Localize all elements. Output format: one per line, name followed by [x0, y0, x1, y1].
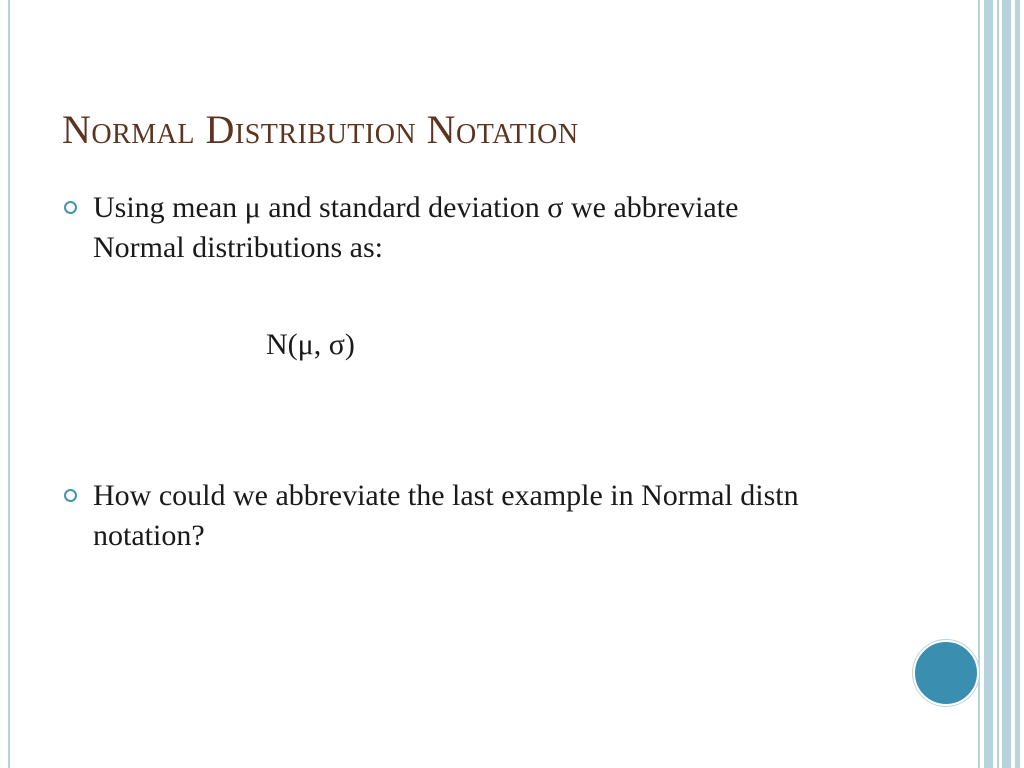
decorative-circle: [913, 640, 979, 706]
bullet-item: [64, 188, 824, 268]
bullet-circle-icon: [64, 489, 77, 502]
bullet-circle-icon: [64, 201, 77, 214]
stripe: [1002, 0, 1011, 768]
stripe: [978, 0, 980, 768]
notation-formula: N(μ, σ): [266, 328, 355, 361]
bullet-text: How could we abbreviate the last example in Normal distn notation?: [93, 479, 799, 552]
left-border-line: [8, 0, 10, 768]
bullet-text: Using mean μ and standard deviation σ we abbreviate Normal distributions as:: [93, 191, 739, 264]
stripe: [997, 0, 999, 768]
right-decorative-stripes: [976, 0, 1024, 768]
stripe: [984, 0, 993, 768]
bullet-item: [64, 476, 824, 556]
stripe: [1015, 0, 1020, 768]
slide-title: Normal Distribution Notation: [62, 107, 579, 152]
